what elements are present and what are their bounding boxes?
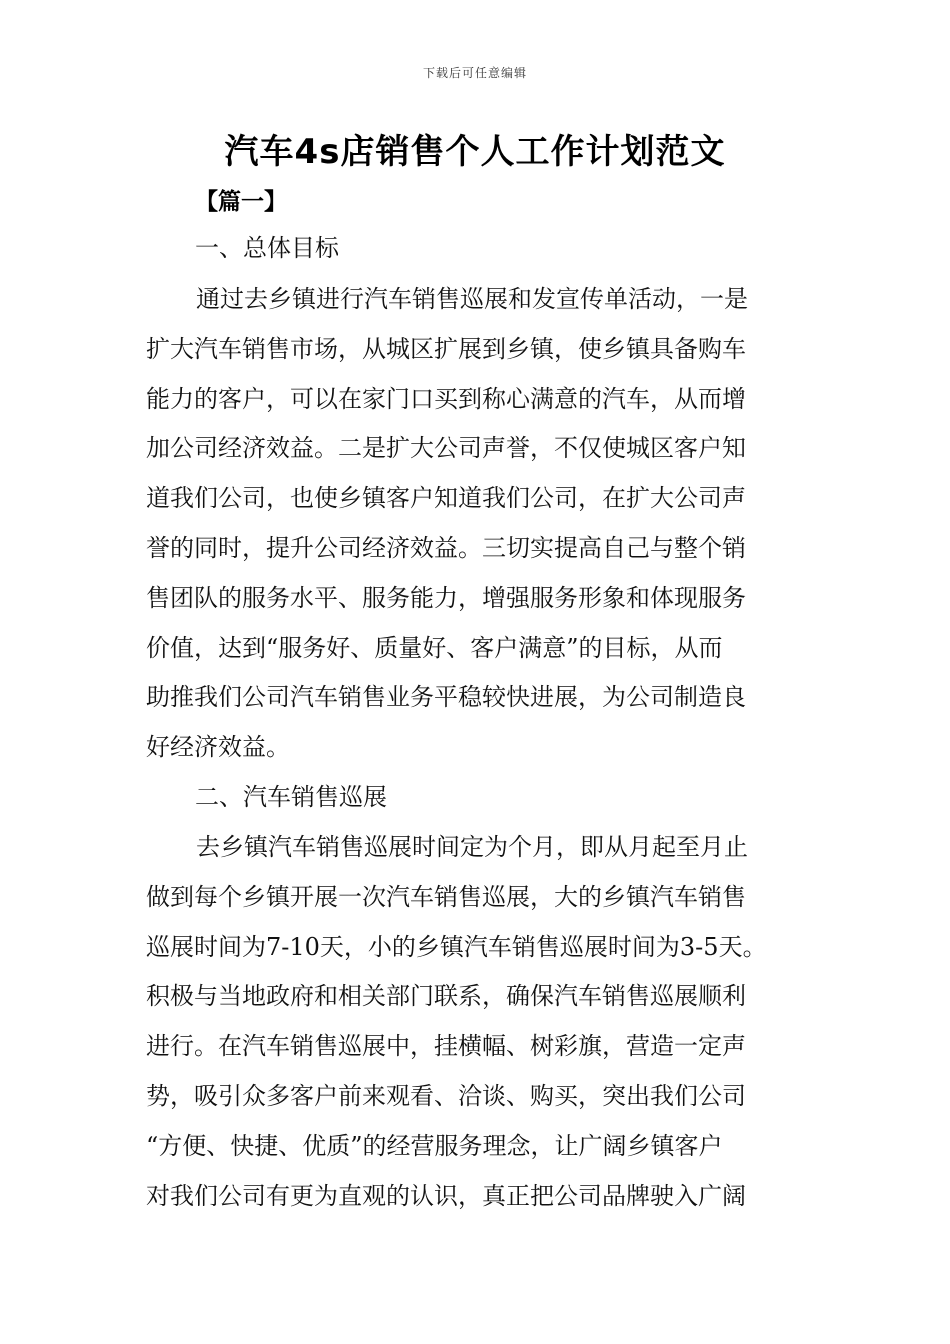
section-label: 【篇一】 [195, 189, 287, 215]
paragraph-line: 售团队的服务水平、服务能力，增强服务形象和体现服务 [146, 583, 746, 612]
paragraph-overall-goal [146, 275, 816, 773]
paragraph-sales-tour [146, 823, 816, 1221]
heading-sales-tour: 二、汽车销售巡展 [195, 783, 387, 811]
paragraph-line: 势，吸引众多客户前来观看、洽谈、购买，突出我们公司 [146, 1081, 746, 1110]
paragraph-line: 通过去乡镇进行汽车销售巡展和发宣传单活动，一是 [196, 285, 748, 313]
paragraph-line: “方便、快捷、优质”的经营服务理念，让广阔乡镇客户 [146, 1131, 723, 1160]
paragraph-line: 助推我们公司汽车销售业务平稳较快进展，为公司制造良 [146, 683, 746, 712]
paragraph-line: 道我们公司，也使乡镇客户知道我们公司，在扩大公司声 [146, 484, 746, 513]
paragraph-line: 进行。在汽车销售巡展中，挂横幅、树彩旗，营造一定声 [146, 1032, 746, 1061]
paragraph-line: 做到每个乡镇开展一次汽车销售巡展，大的乡镇汽车销售 [146, 882, 746, 911]
paragraph-line: 好经济效益。 [146, 733, 290, 762]
paragraph-line: 加公司经济效益。二是扩大公司声誉，不仅使城区客户知 [146, 434, 746, 463]
paragraph-line: 扩大汽车销售市场，从城区扩展到乡镇，使乡镇具备购车 [146, 334, 746, 363]
paragraph-line: 巡展时间为7-10天，小的乡镇汽车销售巡展时间为3-5天。 [146, 932, 767, 961]
paragraph-line: 去乡镇汽车销售巡展时间定为个月，即从月起至月止 [196, 833, 748, 861]
heading-overall-goal: 一、总体目标 [195, 234, 339, 262]
paragraph-line: 能力的客户，可以在家门口买到称心满意的汽车，从而增 [146, 384, 746, 413]
paragraph-line: 积极与当地政府和相关部门联系，确保汽车销售巡展顺利 [146, 982, 746, 1011]
document-title: 汽车4s店销售个人工作计划范文 [224, 132, 726, 172]
paragraph-line: 价值，达到“服务好、质量好、客户满意”的目标，从而 [146, 633, 723, 662]
paragraph-line: 誉的同时，提升公司经济效益。三切实提高自己与整个销 [146, 533, 746, 562]
paragraph-line: 对我们公司有更为直观的认识，真正把公司品牌驶入广阔 [146, 1181, 746, 1210]
header-note: 下载后可任意编辑 [422, 66, 527, 80]
